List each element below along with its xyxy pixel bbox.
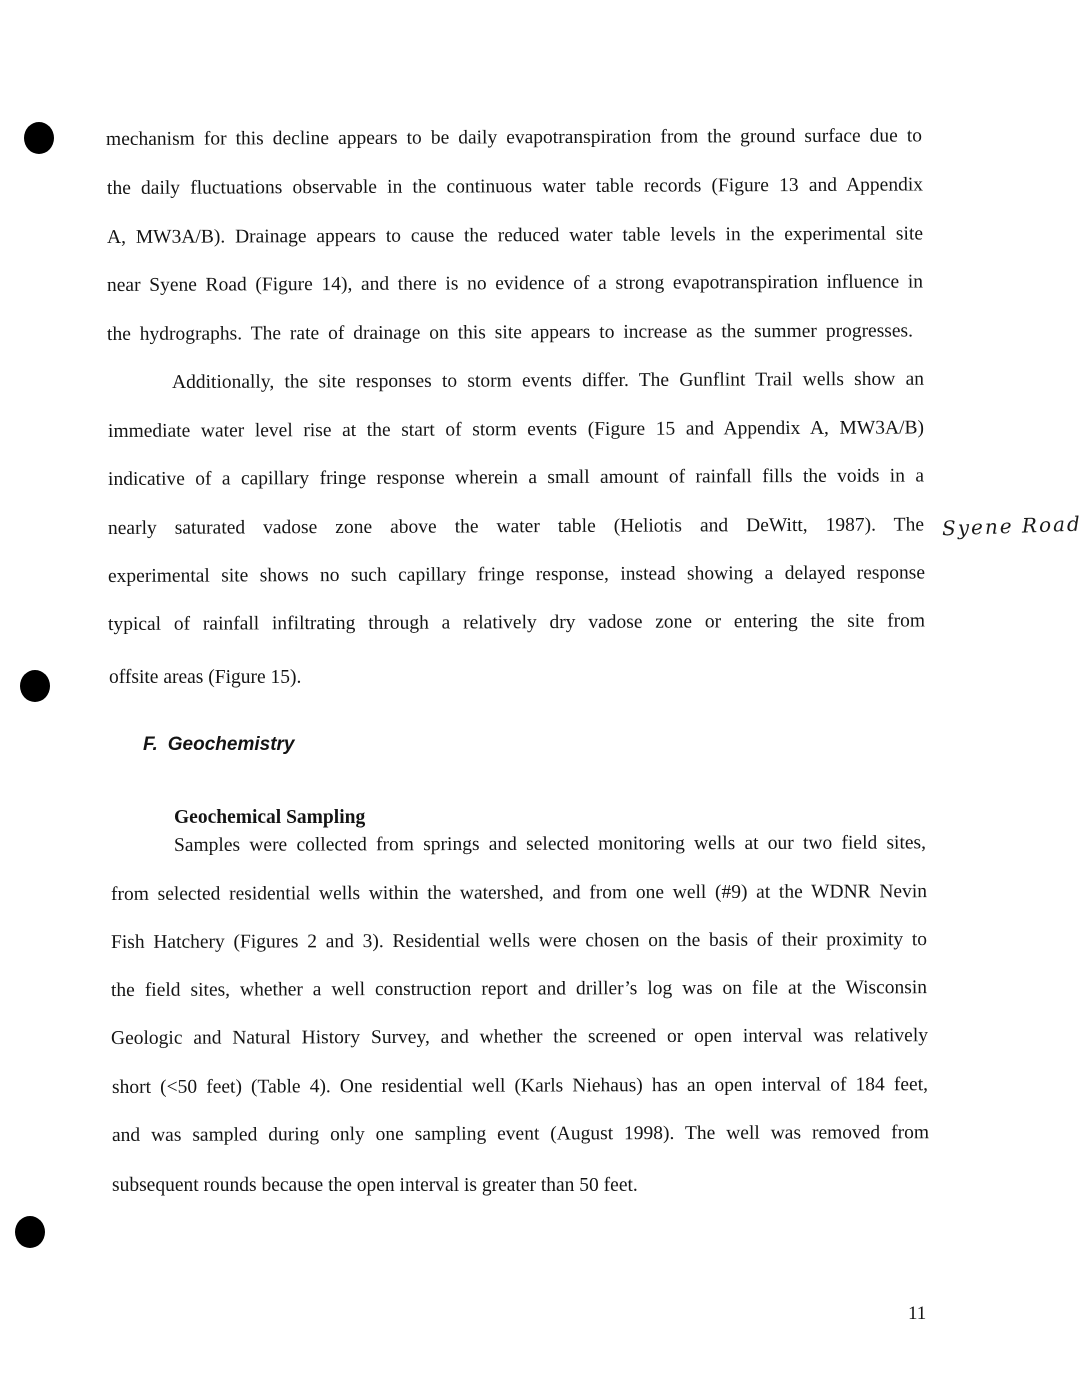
paragraph-2-line-1: Additionally, the site responses to storm events differ. The Gunflint Trail wells show an [171,368,925,393]
punch-hole-bottom [15,1216,45,1248]
section-number: F. [143,734,158,755]
paragraph-2-line-3: indicative of a capillary fringe response wherein a small amount of rainfall fills the voids in a [107,465,925,490]
subsection-line-7: and was sampled during only one sampling event (August 1998). The well was removed from [111,1122,930,1146]
paragraph-2-line-7: offsite areas (Figure 15). [109,667,302,688]
paragraph-1-line-4: near Syene Road (Figure 14), and there is no evidence of a strong evapotranspiration influence in [106,271,924,296]
subsection-heading: Geochemical Sampling [174,807,366,828]
punch-hole-middle [20,670,50,702]
handwritten-margin-note: Syene Road [941,511,1082,541]
subsection-line-1: Samples were collected from springs and selected monitoring wells at our two field sites, [173,832,927,856]
section-title: Geochemistry [167,734,295,755]
subsection-line-4: the field sites, whether a well construction report and driller’s log was on file at the Wisconsin [110,977,928,1001]
section-heading [143,733,295,757]
paragraph-1-line-5: the hydrographs. The rate of drainage on this site appears to increase as the summer progresses. [106,320,914,345]
subsection-line-2: from selected residential wells within the watershed, and from one well (#9) at the WDNR Nevin [110,881,928,905]
paragraph-2-line-2: immediate water level rise at the start of storm events (Figure 15 and Appendix A, MW3A/B) [107,417,925,442]
paragraph-2-line-4: nearly saturated vadose zone above the water table (Heliotis and DeWitt, 1987). The [107,514,925,539]
subsection-line-5: Geologic and Natural History Survey, and whether the screened or open interval was relatively [110,1025,929,1049]
paragraph-2-line-5: experimental site shows no such capillary fringe response, instead showing a delayed response [107,562,926,587]
paragraph-1-line-1: mechanism for this decline appears to be daily evapotranspiration from the ground surface due to [105,125,923,150]
subsection-line-6: short (<50 feet) (Table 4). One residential well (Karls Niehaus) has an open interval of 184 feet, [111,1074,929,1098]
subsection-line-3: Fish Hatchery (Figures 2 and 3). Residential wells were chosen on the basis of their proximity to [110,929,928,953]
page-number: 11 [908,1303,927,1324]
subsection-line-8: subsequent rounds because the open interval is greater than 50 feet. [112,1175,638,1196]
punch-hole-top [24,122,54,154]
paragraph-1-line-2: the daily fluctuations observable in the continuous water table records (Figure 13 and Appendix [106,174,924,199]
paragraph-2-line-6: typical of rainfall infiltrating through a relatively dry vadose zone or entering the site from [107,610,926,635]
paragraph-1-line-3: A, MW3A/B). Drainage appears to cause the reduced water table levels in the experimental site [106,223,924,248]
